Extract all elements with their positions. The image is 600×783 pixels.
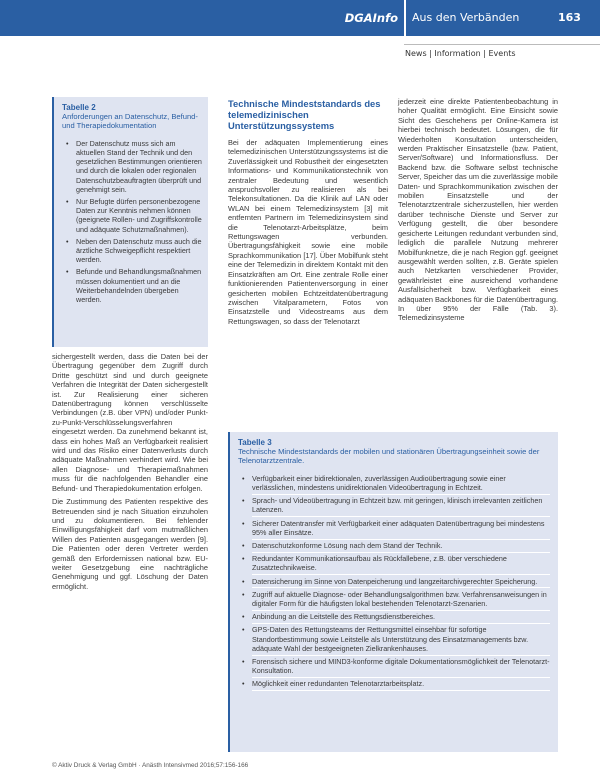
page-footer: © Aktiv Druck & Verlag GmbH · Anästh Intensivmed 2016;57:156-166 xyxy=(52,762,249,769)
paragraph: sichergestellt werden, dass die Daten bei der Übertragung gegenüber dem Zugriff durch Dritte geschützt sind und durch geeignete Verfahren die Integrität der Daten sichergestellt ist. Zur Realisierung einer sicheren Datenübertragung können verschlüsselte Verbindungen (z.B. über VPN) und/oder Punkt-zu-Punkt-Verschlüsselungsverfahren eingesetzt werden. Da zunehmend bekannt ist, dass ein hohes Maß an Verfügbarkeit realisiert wird und das Risiko einer Datenverlusts durch adäquate Maßnahmen verhindert wird. Wie bei allen Diagnose- und Therapiemaßnahmen muss für die nachfolgenden Behandler eine Befund- und Therapiedokumentation erfolgen. xyxy=(52,352,208,493)
list-item: • GPS-Daten des Rettungsteams der Rettungsmittel einsehbar für sofortige Standortbestimmung sowie Leitstelle als Unterstützung des Einsatzmanagements bzw. adäquate Wahl der bestgeeigneten Zielkrankenhauses. xyxy=(238,625,550,655)
left-column-text xyxy=(52,352,208,595)
list-item: • Forensisch sichere und MIND3-konforme digitale Dokumentationsmöglichkeit der Telenotarzt-Konsultation. xyxy=(238,657,550,678)
table-3-box xyxy=(228,432,558,752)
list-item: • Zugriff auf aktuelle Diagnose- oder Behandlungsalgorithmen bzw. Verfahrensanweisungen in digitaler Form für die häufigsten lokal bestehenden Telenotarzt-Szenarien. xyxy=(238,590,550,611)
list-item: • Sicherer Datentransfer mit Verfügbarkeit einer adäquaten Datenübertragung bei mindestens 95% aller Einsätze. xyxy=(238,519,550,540)
list-item: • Neben den Datenschutz muss auch die ärztliche Schweigepflicht respektiert werden. xyxy=(62,237,202,265)
subnav: News | Information | Events xyxy=(405,49,516,58)
page-number: 163 xyxy=(558,11,581,24)
paragraph: Die Zustimmung des Patienten respektive des Betreuenden sind je nach Situation einzuholen und zu dokumentieren. Bei fehlender Einwilligungsfähigkeit darf vom mutmaßlichen Willen des Patienten ausgegangen werden [9]. Die Patienten oder deren Vertreter werden gemäß den Erfordernissen national bzw. EU-weiter Gesetzgebung eine nachträgliche Genehmigung und ggf. Löschung der Daten ermöglicht. xyxy=(52,497,208,591)
right-column-text xyxy=(398,97,558,327)
subnav-divider xyxy=(404,44,600,45)
list-item: • Datensicherung im Sinne von Datenpeicherung und langzeitarchivgerechter Speicherung. xyxy=(238,577,550,589)
list-item: • Sprach- und Videoübertragung in Echtzeit bzw. mit geringen, klinisch irrelevanten zeitlichen Latenzen. xyxy=(238,496,550,517)
list-item: • Datenschutzkonforme Lösung nach dem Stand der Technik. xyxy=(238,541,550,553)
middle-column-text xyxy=(228,138,388,330)
journal-name: DGAInfo xyxy=(344,11,398,25)
header-divider xyxy=(404,0,406,36)
table-2-box xyxy=(52,97,208,347)
list-item: • Der Datenschutz muss sich am aktuellen Stand der Technik und den gesetzlichen Bestimmungen orientieren und durch die lokalen oder regionalen Datenschutzbeauftragten überprüft und genehmigt sein. xyxy=(62,139,202,194)
list-item: • Nur Befugte dürfen personenbezogene Daten zur Kenntnis nehmen können (geeignete Rollen- und Zugriffskontrolle und adäquate Schutzmaßnahmen). xyxy=(62,197,202,234)
paragraph: Bei der adäquaten Implementierung eines telemedizinischen Unterstützungssystems ist die Zuverlässigkeit und Robustheit der eingesetzten Informations- und Kommunikationstechnik von zentraler Bedeutung und wesentlich anspruchsvoller zu realisieren als bei Telekonsultationen. Da die Klinik auf LAN oder WLAN bei einem Telemedizinsystem [3] mit entfernten Partnern im Telemedizinsystem sind die Telenotarzt-Arbeitsplätze, beim Rettungswagen verbunden. Übertragungsfähigkeit sowie eine mobile Sprachkommunikation [17]. Über Mobilfunk steht eine der Telemedizin in direktem Kontakt mit den Einsatzkräften am Ort. Eine zentrale Rolle einer funktionierenden Patientenversorgung in einer gesicherten mobilen Echtzeitdatenübertragung zwischen Vitalparametern, Fotos von Einsatzstelle und Videostreams aus dem Rettungswagen, so dass der Telenotarzt xyxy=(228,138,388,326)
table-3-title: Tabelle 3 xyxy=(238,438,272,447)
list-item: • Befunde und Behandlungsmaßnahmen müssen dokumentiert und an die Weiterbehandelnden übergeben werden. xyxy=(62,267,202,304)
table-3-list xyxy=(238,474,550,691)
paragraph: jederzeit eine direkte Patientenbeobachtung in hoher Qualität ermöglicht. Eine Einsicht sowie Sicht des Geschehens per Online-Kamera ist hierbei technisch bedeutet. Lösungen, die für Wiederholten Konsultation unterscheiden, werden Praktischer Einsatzstelle (bzw. Patient, Server/Software) und Informationsfluss. Der Backend bzw. die Software selbst technische Server, Speicher das um die zuverlässige mobile Daten- und Sprachkommunikation zwischen der mobilen Einsatzstelle und der Telenotarztzentrale sicherzustellen, hier werden darüber technische Dienste und Server zur Verfügung gestellt, die über besondere gesicherte Leitungen redundant verbunden sind, lediglich die parallele Nutzung mehrerer Mobilfunknetze, die je nach Region ggf. geeignet ausgewählt werden sollten, z.B. Geräte spielen auch Netzkarten verschiedener Provider, gewährleistet eine ausreichend vorhandene Ausfallsicherheit bzw. Verfügbarkeit eines adäquaten Backbones für die Datenübertragung. In über 95% der Fälle (Tab. 3). Telemedizinsysteme xyxy=(398,97,558,323)
table-3-subtitle: Technische Mindeststandards der mobilen und stationären Übertragungseinheit sowie der Telenotarztzentrale. xyxy=(238,447,540,466)
section-heading: Technische Mindeststandards des telemedizinischen Unterstützungssystems xyxy=(228,98,381,131)
section-title: Aus den Verbänden xyxy=(412,11,520,24)
list-item: • Anbindung an die Leitstelle des Rettungsdienstbereiches. xyxy=(238,612,550,624)
table-2-title: Tabelle 2 xyxy=(62,103,96,112)
table-2-subtitle: Anforderungen an Datenschutz, Befund- und Therapiedokumentation xyxy=(62,112,198,131)
list-item: • Redundanter Kommunikationsaufbau als Rückfallebene, z.B. über verschiedene Zusatztechnikweise. xyxy=(238,554,550,575)
list-item: • Verfügbarkeit einer bidirektionalen, zuverlässigen Audioübertragung sowie einer verlässlichen, mindestens unidirektionalen Videoübertragung in Echtzeit. xyxy=(238,474,550,495)
list-item: • Möglichkeit einer redundanten Telenotarztarbeitsplatz. xyxy=(238,679,550,691)
table-2-list xyxy=(62,139,202,304)
